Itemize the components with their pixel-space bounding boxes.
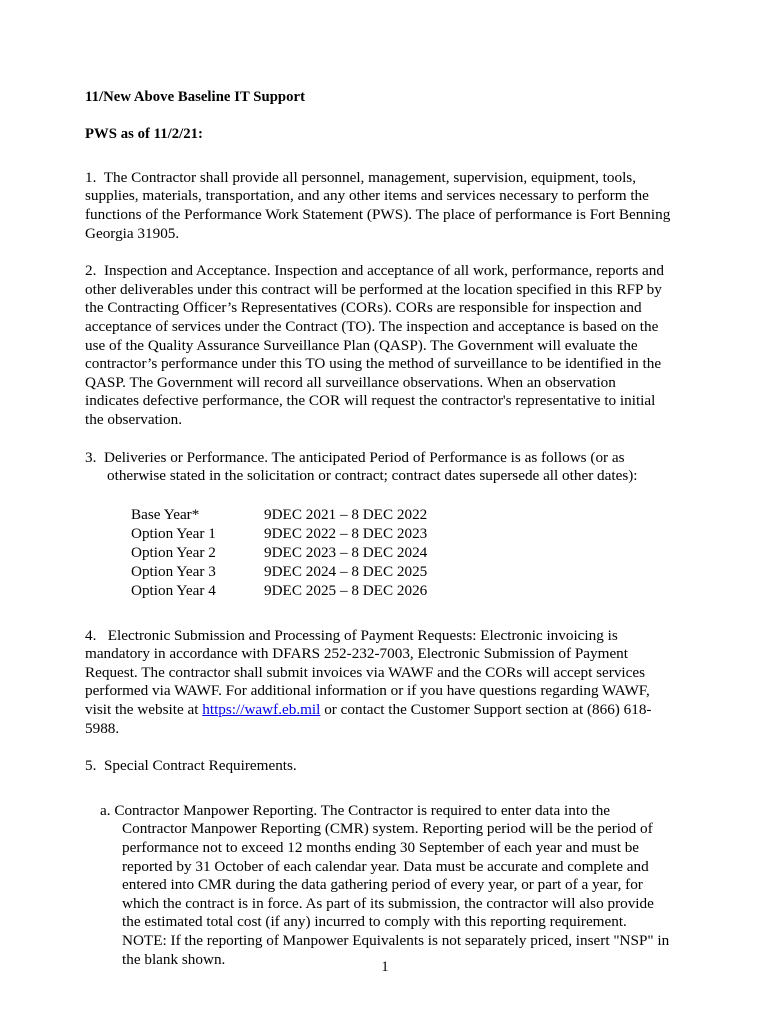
table-row bbox=[131, 543, 427, 562]
period-dates: 9DEC 2021 – 8 DEC 2022 bbox=[264, 505, 428, 523]
paragraph-spacer bbox=[85, 793, 673, 802]
period-of-performance-table bbox=[131, 505, 427, 600]
paragraph-item-3: 3. Deliveries or Performance. The anticipated Period of Performance is as follows (or as otherwise stated in the solicitation or contract; contract dates supersede all other dates): bbox=[85, 448, 638, 485]
paragraph-item-5a: a. Contractor Manpower Reporting. The Contractor is required to enter data into the Contractor Manpower Reporting (CMR) system. Reporting period will be the period of performance not to exceed 12 months ending 30 September of each year and must be reported by 31 October of each calendar year. Data must be accurate and complete and entered into CMR during the data gathering period of every year, or part of a year, for which the contract is in force. As part of its submission, the contractor will also provide the estimated total cost (if any) incurred to comply with this reporting requirement. NOTE: If the reporting of Manpower Equivalents is not separately priced, insert "NSP" in the blank shown. bbox=[100, 801, 674, 968]
paragraph-item-4 bbox=[85, 627, 673, 739]
table-row bbox=[131, 581, 427, 600]
table-row bbox=[131, 524, 427, 543]
period-label: Option Year 4 bbox=[131, 581, 216, 599]
period-dates: 9DEC 2025 – 8 DEC 2026 bbox=[264, 581, 428, 599]
table-row bbox=[131, 505, 427, 524]
wawf-website-link[interactable]: https://wawf.eb.mil bbox=[202, 701, 321, 719]
period-label: Option Year 2 bbox=[131, 543, 216, 561]
document-title: 11/New Above Baseline IT Support bbox=[85, 89, 306, 105]
page-number: 1 bbox=[381, 959, 389, 975]
paragraph-item-1: 1. The Contractor shall provide all personnel, management, supervision, equipment, tools, supplies, materials, transportation, and any other items and services necessary to perform the functions of the Performance Work Statement (PWS). The place of performance is Fort Benning Georgia 31905. bbox=[85, 168, 675, 242]
table-row bbox=[131, 562, 427, 581]
period-label: Option Year 3 bbox=[131, 562, 216, 580]
period-of-performance-rows bbox=[131, 505, 427, 600]
document-body bbox=[85, 88, 673, 988]
paragraph-item-4-text-before-link: 4. Electronic Submission and Processing of Payment Requests: Electronic invoicing is mandatory in accordance with DFARS 252-232-7003, Electronic Submission of Payment Request. The contractor shall submit invoices via WAWF and the CORs will accept services performed via WAWF. For additional information or if you have questions regarding WAWF, visit the website at bbox=[85, 626, 654, 719]
paragraph-item-2: 2. Inspection and Acceptance. Inspection and acceptance of all work, performance, reports and other deliverables under this contract will be performed at the location specified in this RFP by the Contracting Officer’s Representatives (CORs). CORs are responsible for inspection and acceptance of services under the Contract (TO). The inspection and acceptance is based on the use of the Quality Assurance Surveillance Plan (QASP). The Government will evaluate the contractor’s performance under this TO using the method of surveillance to be identified in the QASP. The Government will record all surveillance observations. When an observation indicates defective performance, the COR will request the contractor's representative to initial the observation. bbox=[85, 262, 668, 428]
period-dates: 9DEC 2022 – 8 DEC 2023 bbox=[264, 524, 428, 542]
paragraph-item-5: 5. Special Contract Requirements. bbox=[85, 757, 297, 775]
period-dates: 9DEC 2024 – 8 DEC 2025 bbox=[264, 562, 428, 580]
period-dates: 9DEC 2023 – 8 DEC 2024 bbox=[264, 543, 428, 561]
document-subtitle: PWS as of 11/2/21: bbox=[85, 126, 203, 143]
paragraph-item-4-text-after-link: or contact the Customer Support section at (866) 618-5988. bbox=[85, 701, 652, 737]
period-label: Option Year 1 bbox=[131, 524, 216, 542]
period-label: Base Year* bbox=[131, 505, 200, 523]
